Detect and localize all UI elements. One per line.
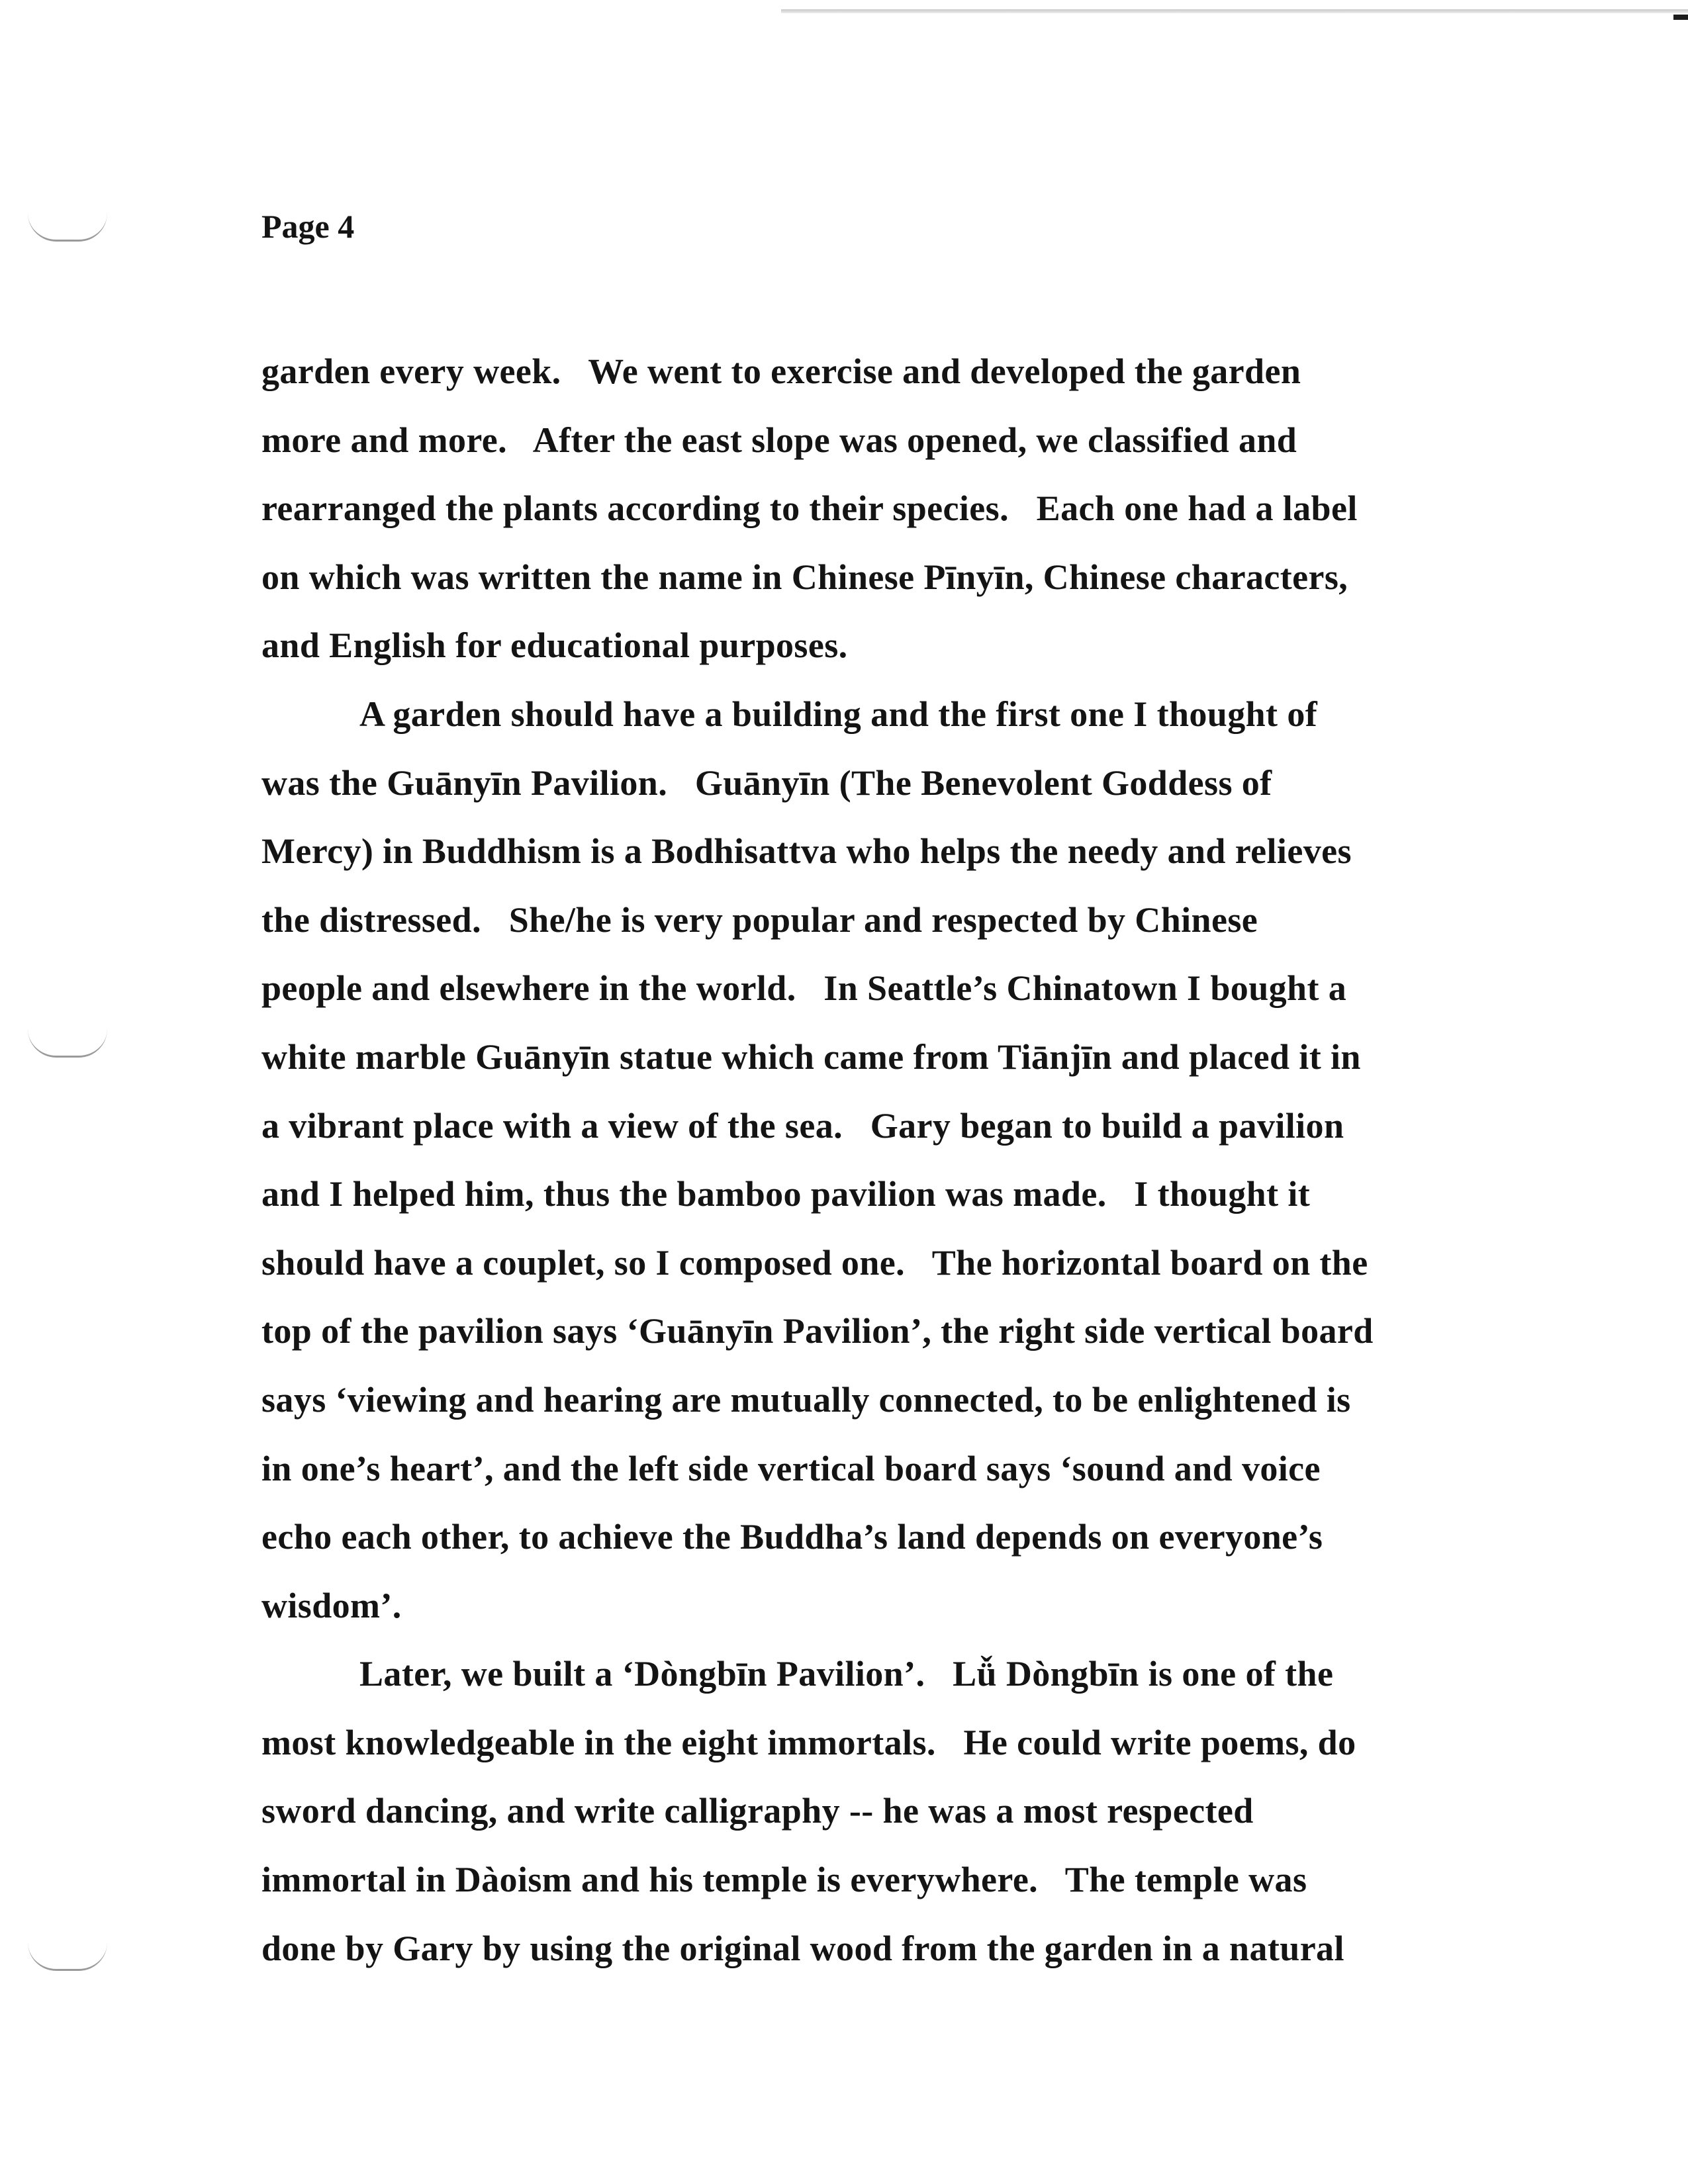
text-line: the distressed. She/he is very popular and respected by Chinese	[261, 899, 1258, 940]
document-body	[261, 338, 1473, 1983]
text-line: sword dancing, and write calligraphy -- he was a most respected	[261, 1791, 1254, 1831]
text-line: most knowledgeable in the eight immortals. He could write poems, do	[261, 1722, 1356, 1762]
text-line: rearranged the plants according to their species. Each one had a label	[261, 488, 1358, 529]
text-line: wisdom’.	[261, 1585, 402, 1625]
text-line: and I helped him, thus the bamboo pavilion was made. I thought it	[261, 1174, 1311, 1214]
text-line: in one’s heart’, and the left side vertical board says ‘sound and voice	[261, 1448, 1321, 1488]
text-line: echo each other, to achieve the Buddha’s land depends on everyone’s	[261, 1517, 1323, 1557]
text-line: and English for educational purposes.	[261, 625, 848, 666]
punch-hole-mark	[28, 213, 107, 242]
punch-hole-mark	[28, 1942, 107, 1971]
paragraph-first-line: A garden should have a building and the first one I thought of	[359, 694, 1318, 734]
text-line: people and elsewhere in the world. In Seattle’s Chinatown I bought a	[261, 968, 1347, 1009]
text-line: a vibrant place with a view of the sea. Gary began to build a pavilion	[261, 1105, 1344, 1146]
paragraph-first-line: Later, we built a ‘Dòngbīn Pavilion’. Lǚ Dòngbīn is one of the	[359, 1654, 1334, 1694]
text-line: more and more. After the east slope was opened, we classified and	[261, 420, 1297, 460]
text-line: white marble Guānyīn statue which came from Tiānjīn and placed it in	[261, 1036, 1361, 1077]
punch-hole-mark	[28, 1029, 107, 1058]
text-line: should have a couplet, so I composed one. The horizontal board on the	[261, 1242, 1368, 1283]
scan-mark	[1673, 15, 1688, 20]
text-line: immortal in Dàoism and his temple is everywhere. The temple was	[261, 1860, 1307, 1900]
text-line: says ‘viewing and hearing are mutually connected, to be enlightened is	[261, 1379, 1351, 1420]
text-line: was the Guānyīn Pavilion. Guānyīn (The Benevolent Goddess of	[261, 762, 1272, 803]
text-line: done by Gary by using the original wood from the garden in a natural	[261, 1928, 1344, 1968]
text-line: on which was written the name in Chinese Pīnyīn, Chinese characters,	[261, 557, 1348, 597]
scan-edge-top	[781, 9, 1688, 13]
text-line: top of the pavilion says ‘Guānyīn Pavilion’, the right side vertical board	[261, 1311, 1374, 1351]
page-number-header: Page 4	[261, 208, 355, 245]
text-line: garden every week. We went to exercise and developed the garden	[261, 351, 1301, 391]
text-line: Mercy) in Buddhism is a Bodhisattva who helps the needy and relieves	[261, 831, 1352, 872]
